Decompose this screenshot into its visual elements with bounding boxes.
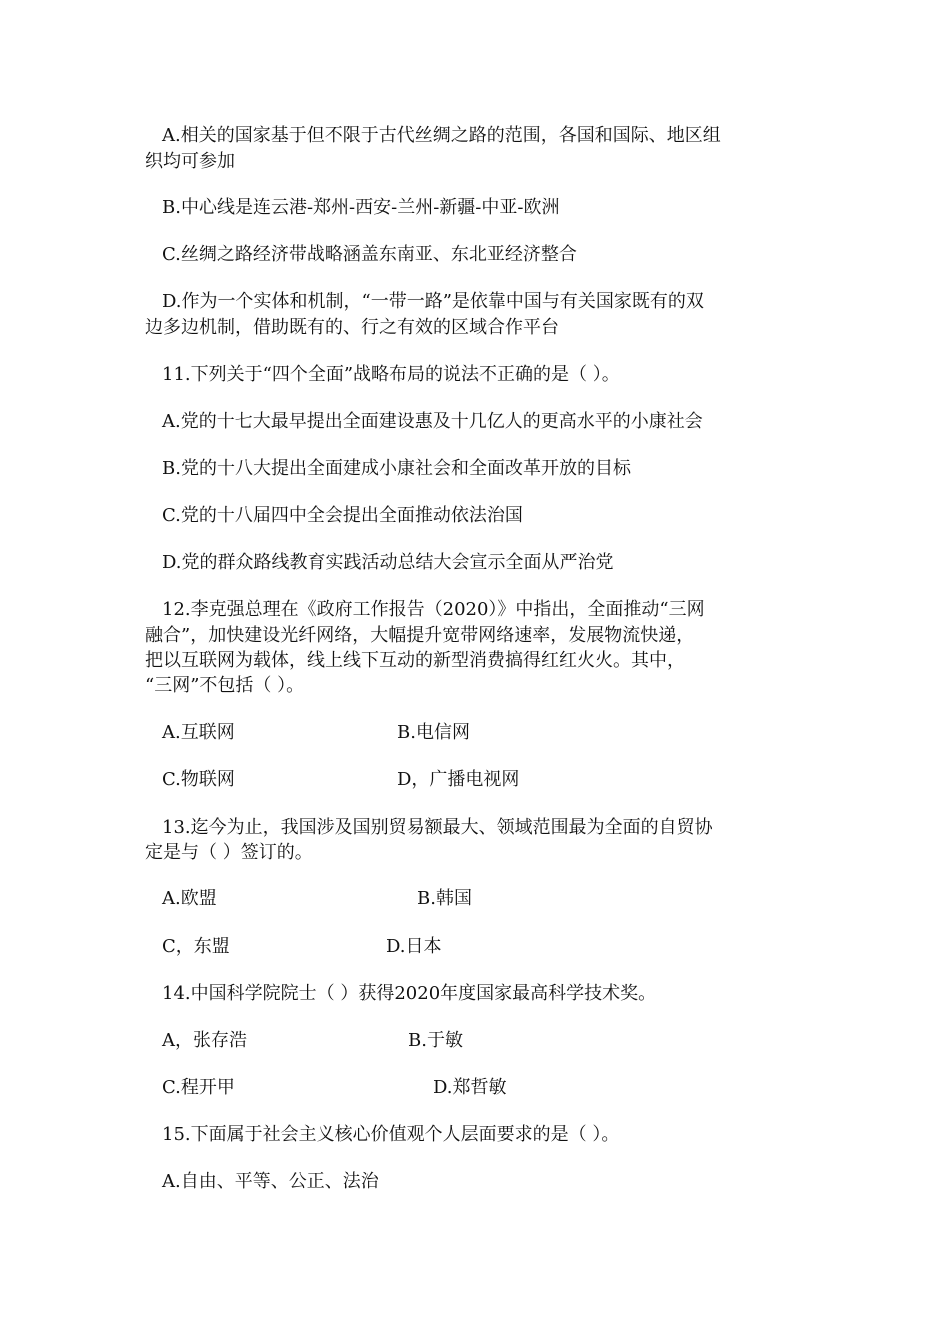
q14-option-b: B.于敏: [408, 1030, 463, 1051]
q13-option-a: A.欧盟: [162, 888, 217, 909]
q11-option-a: A.党的十七大最早提出全面建设惠及十几亿人的更高水平的小康社会: [162, 411, 703, 432]
q13-option-d: D.日本: [386, 936, 442, 957]
q13-option-b: B.韩国: [417, 888, 472, 909]
q12-option-c: C.物联网: [162, 769, 235, 790]
question-15: 15.下面属于社会主义核心价值观个人层面要求的是（ ）。: [162, 1124, 620, 1145]
option-d-text-cont: 边多边机制，借助既有的、行之有效的区域合作平台: [145, 317, 559, 338]
option-d-text: D.作为一个实体和机制，“一带一路”是依靠中国与有关国家既有的双: [162, 291, 704, 312]
option-b-text: B.中心线是连云港-郑州-西安-兰州-新疆-中亚-欧洲: [162, 197, 560, 218]
question-12-cont-2: 把以互联网为载体，线上线下互动的新型消费搞得红红火火。其中，: [145, 650, 685, 671]
option-a-text-cont: 织均可参加: [145, 151, 235, 172]
q13-option-c: C，东盟: [162, 936, 230, 957]
question-12-cont-1: 融合”，加快建设光纤网络，大幅提升宽带网络速率，发展物流快递，: [145, 625, 695, 646]
option-a-text: A.相关的国家基于但不限于古代丝绸之路的范围，各国和国际、地区组: [162, 125, 721, 146]
q12-option-a: A.互联网: [162, 722, 235, 743]
question-13-cont: 定是与（ ）签订的。: [145, 842, 313, 863]
question-13: 13.迄今为止，我国涉及国别贸易额最大、领域范围最为全面的自贸协: [162, 817, 713, 838]
q12-option-b: B.电信网: [397, 722, 470, 743]
q11-option-d: D.党的群众路线教育实践活动总结大会宣示全面从严治党: [162, 552, 614, 573]
q14-option-a: A，张存浩: [162, 1030, 247, 1051]
question-12-cont-3: “三网”不包括（ ）。: [145, 675, 305, 696]
q14-option-c: C.程开甲: [162, 1077, 235, 1098]
q11-option-c: C.党的十八届四中全会提出全面推动依法治国: [162, 505, 523, 526]
q14-option-d: D.郑哲敏: [433, 1077, 507, 1098]
question-11: 11.下列关于“四个全面”战略布局的说法不正确的是（ ）。: [162, 364, 620, 385]
q12-option-d: D，广播电视网: [397, 769, 520, 790]
q15-option-a: A.自由、平等、公正、法治: [162, 1171, 379, 1192]
question-12: 12.李克强总理在《政府工作报告（2020）》中指出，全面推动“三网: [162, 599, 705, 620]
option-c-text: C.丝绸之路经济带战略涵盖东南亚、东北亚经济整合: [162, 244, 577, 265]
question-14: 14.中国科学院院士（ ）获得2020年度国家最高科学技术奖。: [162, 983, 657, 1004]
q11-option-b: B.党的十八大提出全面建成小康社会和全面改革开放的目标: [162, 458, 631, 479]
